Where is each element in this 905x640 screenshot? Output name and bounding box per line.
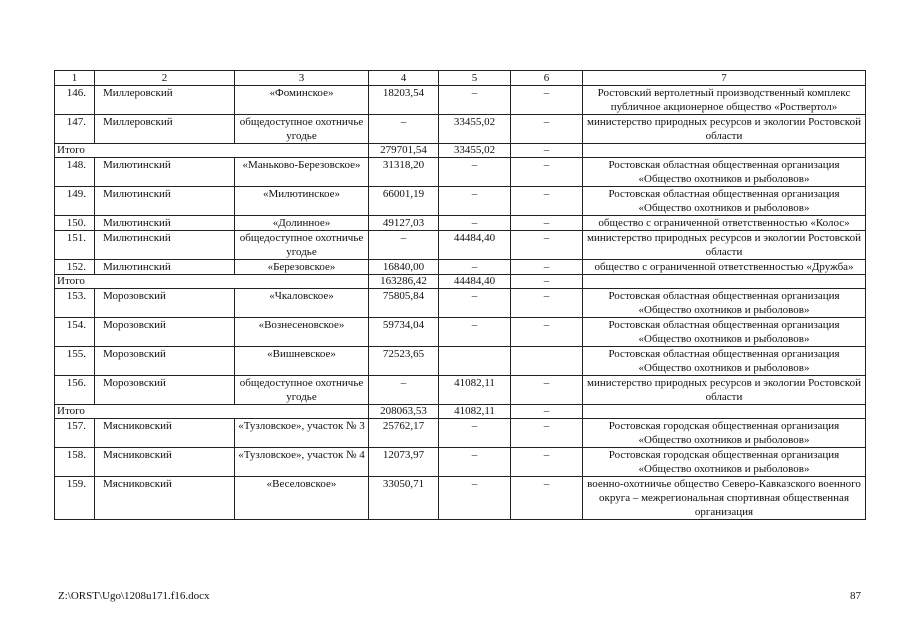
organization-cell: министерство природных ресурсов и экологии Ростовской области — [583, 376, 866, 405]
area-value-6: – — [511, 289, 583, 318]
area-value-6: – — [511, 187, 583, 216]
total-row — [55, 405, 866, 419]
hunting-ground-cell: «Вознесеновское» — [235, 318, 369, 347]
row-number: 150. — [55, 216, 95, 231]
area-value-4: – — [369, 115, 439, 144]
hunting-ground-cell: «Березовское» — [235, 260, 369, 275]
total-value-5: 41082,11 — [439, 405, 511, 419]
row-number: 149. — [55, 187, 95, 216]
table-row — [55, 216, 866, 231]
district-cell: Милютинский — [95, 158, 235, 187]
area-value-6: – — [511, 477, 583, 520]
district-cell: Морозовский — [95, 318, 235, 347]
area-value-5: – — [439, 260, 511, 275]
hunting-ground-cell: «Тузловское», участок № 3 — [235, 419, 369, 448]
area-value-4: 18203,54 — [369, 86, 439, 115]
document-table — [54, 70, 866, 520]
total-row — [55, 275, 866, 289]
area-value-4: 49127,03 — [369, 216, 439, 231]
area-value-5 — [439, 347, 511, 376]
row-number: 148. — [55, 158, 95, 187]
organization-cell: Ростовский вертолетный производственный комплекс публичное акционерное общество «Роствертол» — [583, 86, 866, 115]
area-value-5: – — [439, 448, 511, 477]
area-value-5: 41082,11 — [439, 376, 511, 405]
column-header: 2 — [95, 71, 235, 86]
table-row — [55, 231, 866, 260]
row-number: 147. — [55, 115, 95, 144]
area-value-4: 33050,71 — [369, 477, 439, 520]
area-value-5: 44484,40 — [439, 231, 511, 260]
area-value-4: 12073,97 — [369, 448, 439, 477]
area-value-6 — [511, 347, 583, 376]
area-value-6: – — [511, 86, 583, 115]
total-value-5: 33455,02 — [439, 144, 511, 158]
hunting-ground-cell: «Тузловское», участок № 4 — [235, 448, 369, 477]
area-value-4: 16840,00 — [369, 260, 439, 275]
hunting-ground-cell: «Долинное» — [235, 216, 369, 231]
table-row — [55, 158, 866, 187]
district-cell: Миллеровский — [95, 115, 235, 144]
table-row — [55, 376, 866, 405]
organization-cell: Ростовская областная общественная организация «Общество охотников и рыболовов» — [583, 347, 866, 376]
hunting-ground-cell: «Чкаловское» — [235, 289, 369, 318]
total-empty-cell — [583, 144, 866, 158]
table-row — [55, 187, 866, 216]
area-value-5: 33455,02 — [439, 115, 511, 144]
table-header-row — [55, 71, 866, 86]
column-header: 6 — [511, 71, 583, 86]
hunting-ground-cell: «Маньково-Березовское» — [235, 158, 369, 187]
row-number: 159. — [55, 477, 95, 520]
row-number: 156. — [55, 376, 95, 405]
area-value-5: – — [439, 289, 511, 318]
total-label: Итого — [55, 275, 369, 289]
total-value-6: – — [511, 275, 583, 289]
total-label: Итого — [55, 144, 369, 158]
row-number: 151. — [55, 231, 95, 260]
hunting-ground-cell: общедоступное охотничье угодье — [235, 231, 369, 260]
district-cell: Морозовский — [95, 376, 235, 405]
area-value-5: – — [439, 86, 511, 115]
area-value-4: 66001,19 — [369, 187, 439, 216]
organization-cell: министерство природных ресурсов и экологии Ростовской области — [583, 115, 866, 144]
area-value-5: – — [439, 419, 511, 448]
district-cell: Мясниковский — [95, 448, 235, 477]
district-cell: Мясниковский — [95, 477, 235, 520]
organization-cell: Ростовская городская общественная организация «Общество охотников и рыболовов» — [583, 419, 866, 448]
organization-cell: общество с ограниченной ответственностью «Дружба» — [583, 260, 866, 275]
row-number: 146. — [55, 86, 95, 115]
area-value-6: – — [511, 231, 583, 260]
district-cell: Миллеровский — [95, 86, 235, 115]
organization-cell: общество с ограниченной ответственностью «Колос» — [583, 216, 866, 231]
total-value-4: 279701,54 — [369, 144, 439, 158]
area-value-4: 31318,20 — [369, 158, 439, 187]
district-cell: Морозовский — [95, 347, 235, 376]
district-cell: Милютинский — [95, 231, 235, 260]
total-value-6: – — [511, 405, 583, 419]
column-header: 3 — [235, 71, 369, 86]
page-number: 87 — [850, 590, 861, 602]
hunting-ground-cell: общедоступное охотничье угодье — [235, 115, 369, 144]
table-row — [55, 289, 866, 318]
hunting-ground-cell: «Милютинское» — [235, 187, 369, 216]
district-cell: Милютинский — [95, 187, 235, 216]
column-header: 1 — [55, 71, 95, 86]
column-header: 5 — [439, 71, 511, 86]
organization-cell: военно-охотничье общество Северо-Кавказского военного округа – межрегиональная спортивная общественная организация — [583, 477, 866, 520]
table-row — [55, 419, 866, 448]
hunting-ground-cell: «Веселовское» — [235, 477, 369, 520]
total-row — [55, 144, 866, 158]
area-value-6: – — [511, 318, 583, 347]
total-value-4: 208063,53 — [369, 405, 439, 419]
area-value-6: – — [511, 216, 583, 231]
total-label: Итого — [55, 405, 369, 419]
area-value-6: – — [511, 260, 583, 275]
area-value-4: – — [369, 376, 439, 405]
row-number: 154. — [55, 318, 95, 347]
district-cell: Морозовский — [95, 289, 235, 318]
row-number: 158. — [55, 448, 95, 477]
area-value-5: – — [439, 318, 511, 347]
area-value-4: – — [369, 231, 439, 260]
table-row — [55, 477, 866, 520]
column-header: 7 — [583, 71, 866, 86]
table-row — [55, 347, 866, 376]
organization-cell: министерство природных ресурсов и экологии Ростовской области — [583, 231, 866, 260]
table-row — [55, 115, 866, 144]
row-number: 153. — [55, 289, 95, 318]
district-cell: Милютинский — [95, 260, 235, 275]
row-number: 155. — [55, 347, 95, 376]
table-row — [55, 86, 866, 115]
organization-cell: Ростовская областная общественная организация «Общество охотников и рыболовов» — [583, 187, 866, 216]
district-cell: Милютинский — [95, 216, 235, 231]
hunting-ground-cell: «Вишневское» — [235, 347, 369, 376]
total-value-6: – — [511, 144, 583, 158]
area-value-5: – — [439, 187, 511, 216]
total-value-5: 44484,40 — [439, 275, 511, 289]
hunting-ground-cell: «Фоминское» — [235, 86, 369, 115]
organization-cell: Ростовская областная общественная организация «Общество охотников и рыболовов» — [583, 318, 866, 347]
area-value-6: – — [511, 448, 583, 477]
row-number: 152. — [55, 260, 95, 275]
area-value-5: – — [439, 477, 511, 520]
organization-cell: Ростовская областная общественная организация «Общество охотников и рыболовов» — [583, 158, 866, 187]
organization-cell: Ростовская областная общественная организация «Общество охотников и рыболовов» — [583, 289, 866, 318]
hunting-ground-cell: общедоступное охотничье угодье — [235, 376, 369, 405]
table-row — [55, 260, 866, 275]
table-row — [55, 318, 866, 347]
organization-cell: Ростовская городская общественная организация «Общество охотников и рыболовов» — [583, 448, 866, 477]
footer-file-path: Z:\ORST\Ugo\1208u171.f16.docx — [58, 590, 210, 602]
table-row — [55, 448, 866, 477]
area-value-5: – — [439, 158, 511, 187]
area-value-6: – — [511, 115, 583, 144]
district-cell: Мясниковский — [95, 419, 235, 448]
area-value-5: – — [439, 216, 511, 231]
area-value-4: 25762,17 — [369, 419, 439, 448]
area-value-6: – — [511, 376, 583, 405]
row-number: 157. — [55, 419, 95, 448]
column-header: 4 — [369, 71, 439, 86]
total-empty-cell — [583, 275, 866, 289]
area-value-4: 59734,04 — [369, 318, 439, 347]
area-value-4: 75805,84 — [369, 289, 439, 318]
area-value-4: 72523,65 — [369, 347, 439, 376]
area-value-6: – — [511, 158, 583, 187]
total-empty-cell — [583, 405, 866, 419]
total-value-4: 163286,42 — [369, 275, 439, 289]
area-value-6: – — [511, 419, 583, 448]
